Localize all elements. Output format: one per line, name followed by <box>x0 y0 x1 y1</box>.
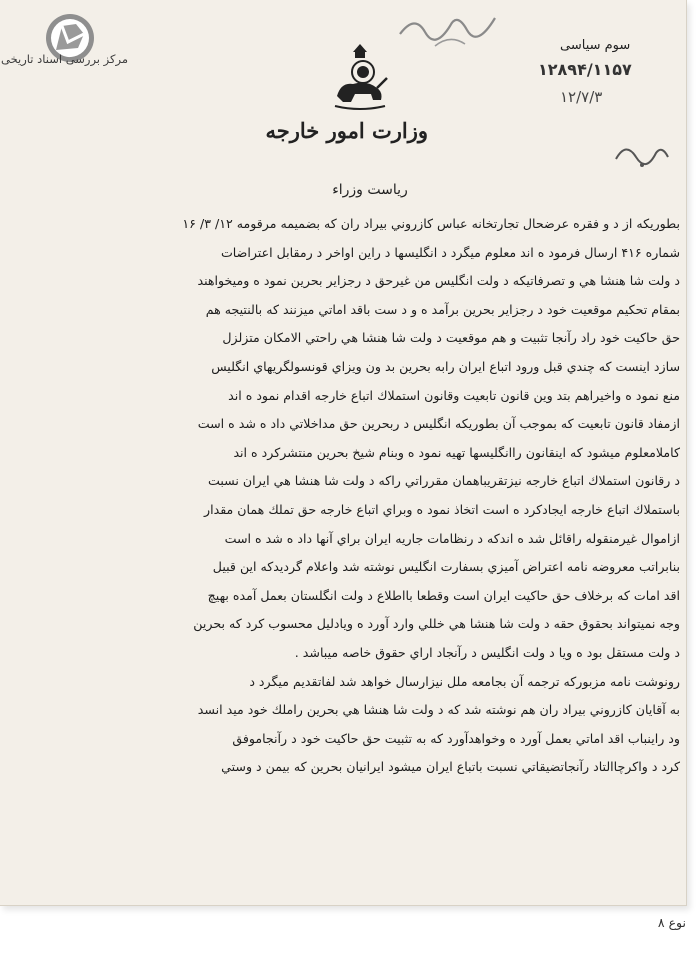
body-line: د ولت شا هنشا هي و تصرفاتيكه د ولت انگليس من غيرحق د رجزاير بحرين نمود ه وميخواهند <box>197 273 680 289</box>
archive-name: مرکز بررسی اسناد تاریخی <box>0 52 128 66</box>
body-line: حق حاكيت خود راد رآنجا تثبيت و هم موقعيت د ولت شا هنشا هي راحتي الامكان متزلزل <box>222 330 680 346</box>
letter-body <box>20 210 680 782</box>
page-number: نوع ۸ <box>657 915 686 930</box>
handwritten-note <box>612 135 672 175</box>
body-line: ود راينباب اقد اماتي بعمل آورد ه وخواهدآورد كه به تثبيت حق حاكيت خود د رآنجاموفق <box>232 730 680 746</box>
body-line: كاملامعلوم ميشود كه اينقانون راانگليسها تهيه نمود ه وبنام شيخ بحرين منتشركرد ه اند <box>233 444 680 460</box>
body-line: د رقانون استملاك اتباع خارجه نيزتقريباهمان مقرراتي راكه د ولت شا هنشا هي ايران نسبت <box>207 473 680 489</box>
reference-number: ۱۲۸۹۴/۱۱۵۷ <box>538 60 632 79</box>
body-line: د ولت مستقل بود ه ويا د ولت انگليس د رآنجاد اراي حقوق خاصه ميباشد . <box>294 644 680 660</box>
body-line: باستملاك اتباع خارجه ايجادكرد ه است اتخاذ نمود ه وبراي اتباع خارجه حق تملك همان مقدار <box>204 501 680 517</box>
body-line: شماره ۴۱۶ ارسال فرمود ه اند معلوم ميگرد د انگليسها د راين اواخر د رمقابل اعتراضات <box>220 244 680 260</box>
body-line: سازد اينست كه چندي قبل ورود اتباع ايران رابه بحرين بد ون ويزاي قونسولگريهاي انگليس <box>211 358 680 374</box>
reference-department: سوم سیاسی <box>560 38 631 53</box>
addressee: رياست وزراء <box>332 182 408 198</box>
body-line: اقد امات كه برخلاف حق حاكيت ايران است وقطعا بااطلاع د ولت انگلستان بعمل آمده بهيچ <box>207 587 680 603</box>
handwritten-signature <box>395 4 505 54</box>
body-line: رونوشت نامه مزبوركه ترجمه آن بجامعه ملل نيزارسال خواهد شد لفاتقديم ميگرد د <box>249 673 680 689</box>
reference-date: ۱۲/۷/۳ <box>560 88 603 106</box>
body-line: وجه نميتواند بحقوق حقه د ولت شا هنشا هي خللي وارد آورد ه ويادليل محسوب كرد كه بحرين <box>193 616 680 632</box>
body-line: ازمفاد قانون تابعيت كه بموجب آن بطوريكه انگليس د ربحرين حق مداخلاتي داد ه شد ه است <box>197 416 680 432</box>
ministry-title: وزارت امور خارجه <box>265 118 428 143</box>
body-line: منع نمود ه واخيراهم بتد وين قانون تابعيت وقانون استملاك اتباع خارجه اقدام نمود ه اند <box>228 387 680 403</box>
body-line: بنابراتب معروضه نامه اعتراض آميزي بسفارت انگليس نوشته شد واعلام گرديدكه اين قبيل <box>212 559 680 575</box>
body-line: بمقام تحكيم موقعيت خود د رجزاير بحرين برآمد ه و د ست باقد اماتي ميزنند كه بالنتيجه هم <box>205 301 680 317</box>
body-line: به آقايان كازروني بيراد ران هم نوشته شد كه د ولت شا هنشا هي بحرين راملك خود ميد انسد <box>197 702 680 718</box>
body-line: بطوريكه از د و فقره عرضحال تجارتخانه عباس كازروني بيراد ران كه بضميمه مرقومه ۱۲/ ۳/ ۱۶ <box>182 216 680 231</box>
body-line: ازاموال غيرمنقوله راقائل شد ه اندكه د رنظامات جاريه ايران براي آنها داد ه شد ه است <box>224 530 680 546</box>
lion-and-sun-emblem-icon <box>327 42 393 112</box>
body-line: كرد د واكرچاالتاد رآنجاتضيقاتي نسبت باتباع ايران ميشود ايرانيان بحرين كه بيمن د وستي <box>221 759 680 775</box>
